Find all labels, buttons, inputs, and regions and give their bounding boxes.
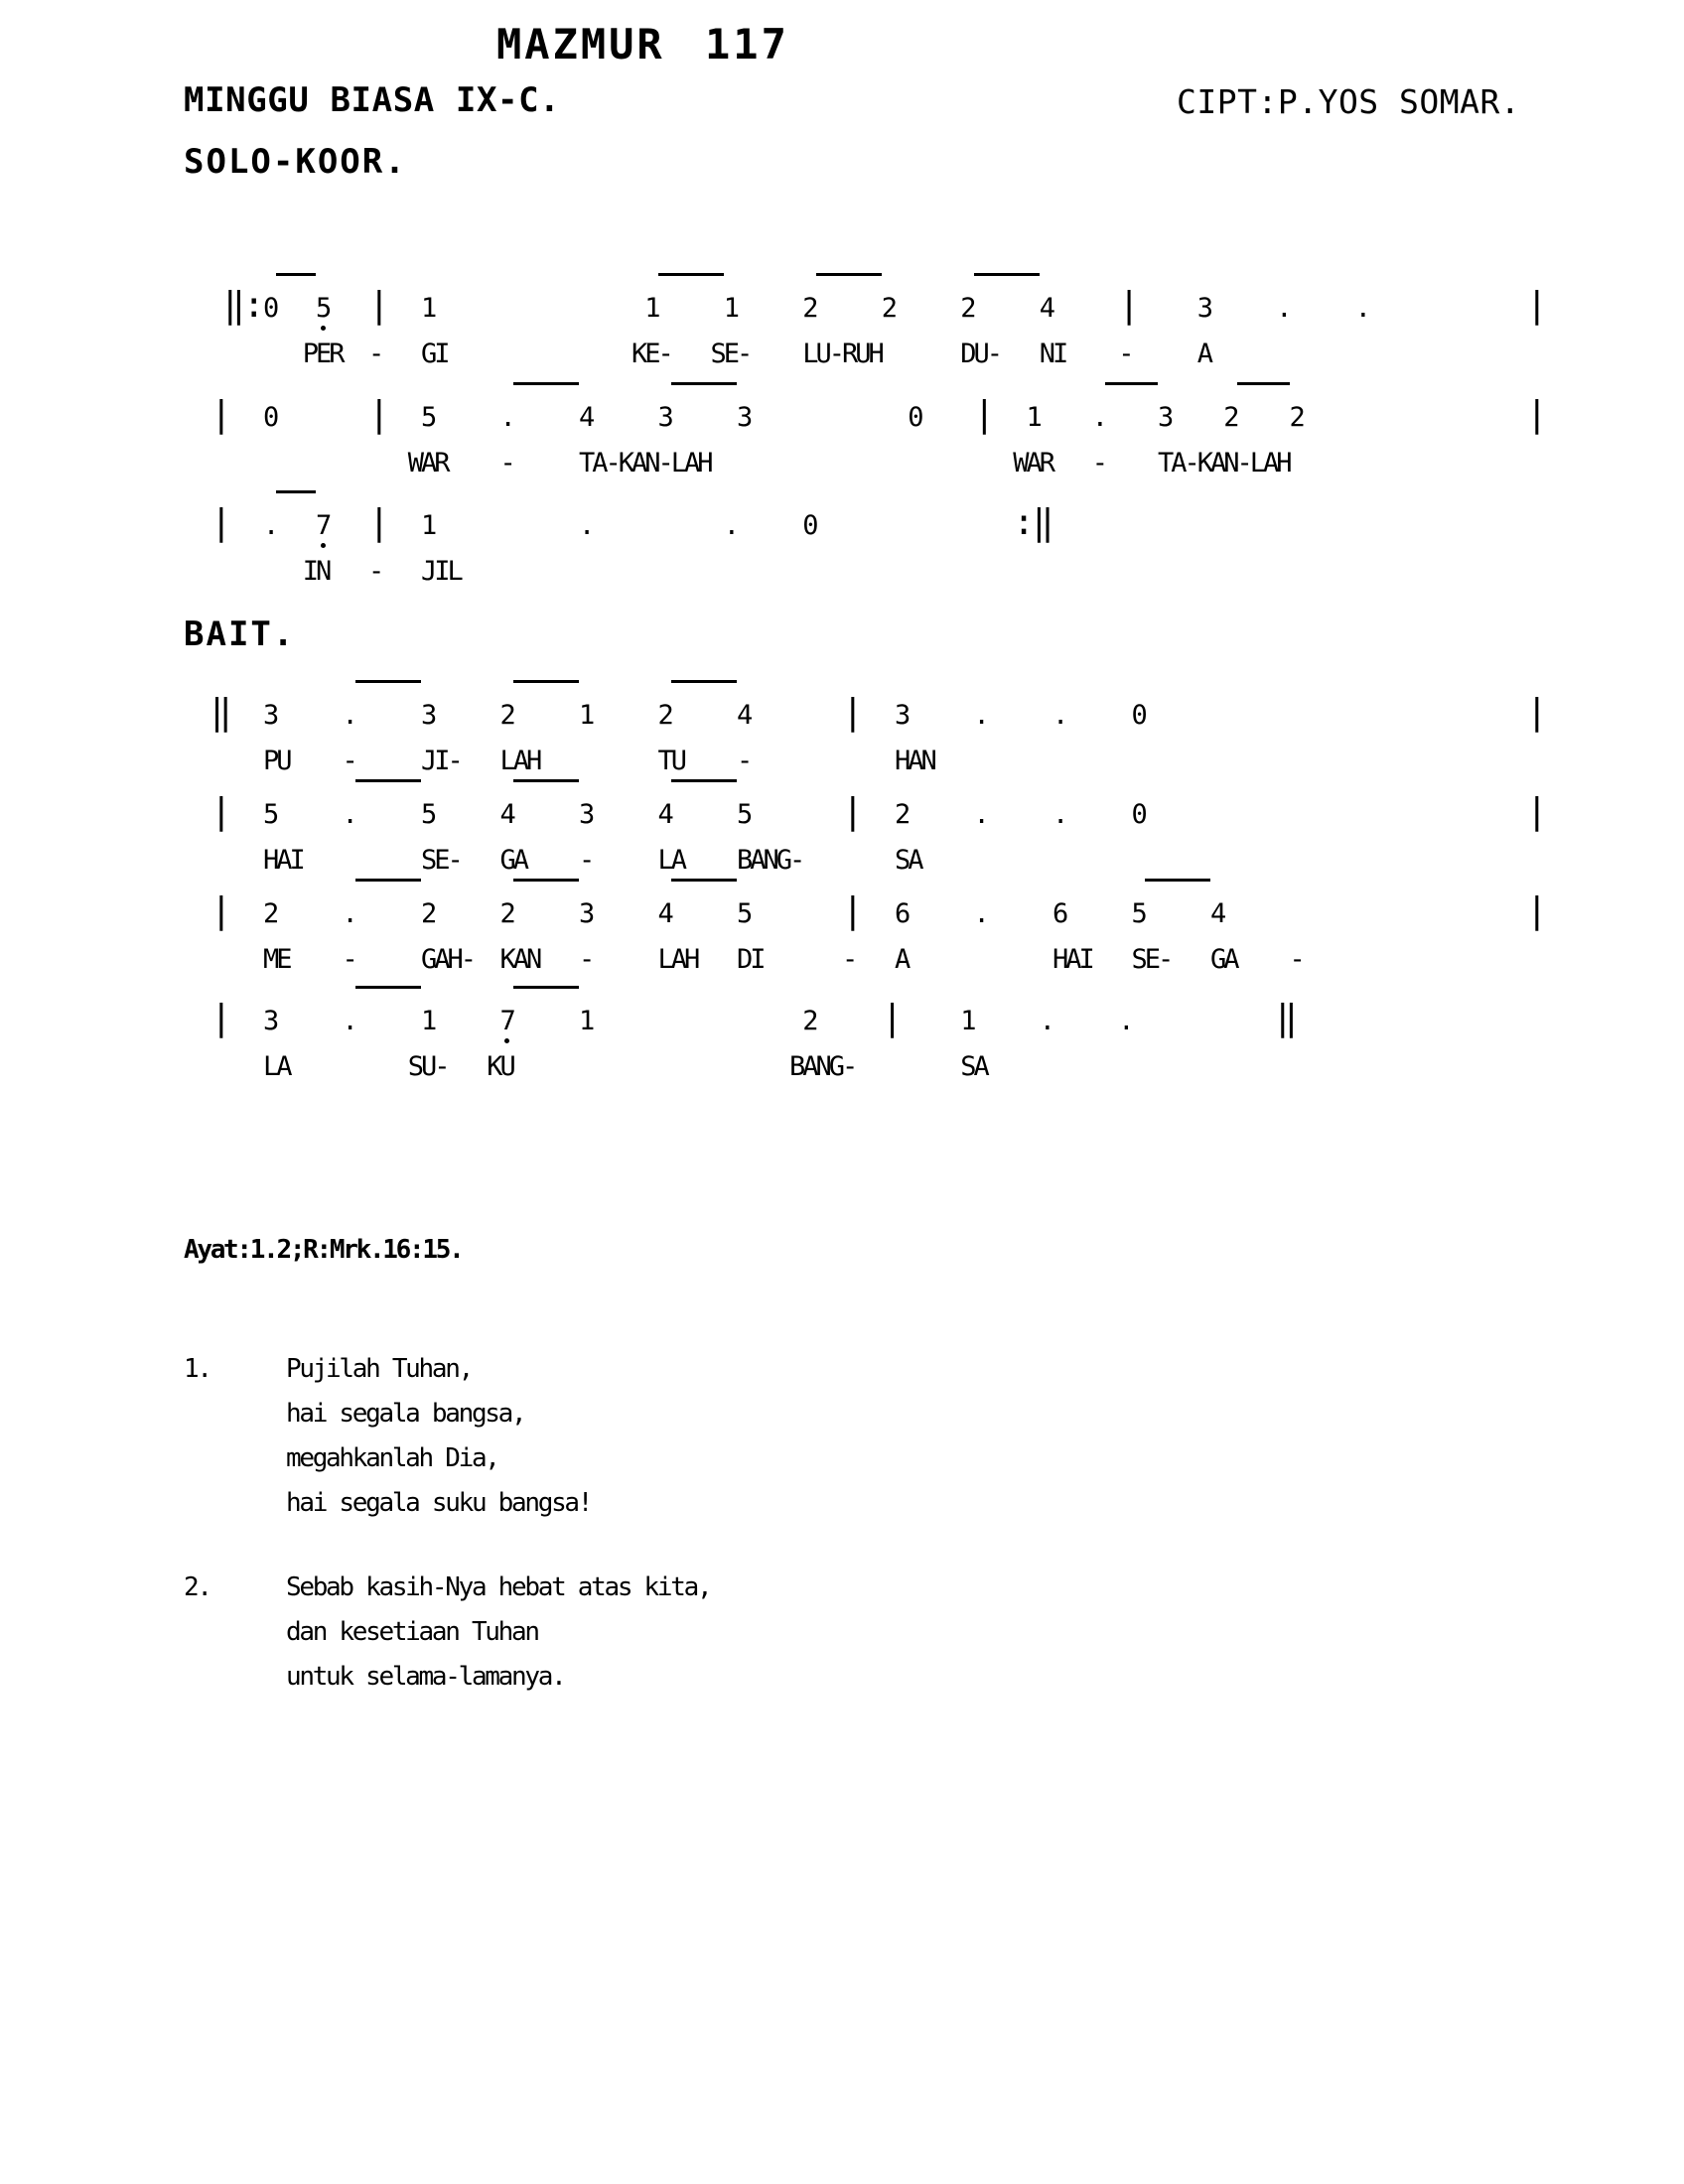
beam-line xyxy=(1237,382,1290,385)
note-digit: . xyxy=(723,510,738,541)
note-digit: . xyxy=(342,1006,355,1036)
barline: | xyxy=(842,890,862,931)
octave-dot xyxy=(321,326,326,331)
barline: | xyxy=(881,998,902,1038)
beam-line xyxy=(513,879,579,882)
note-digit: 1 xyxy=(421,293,435,324)
note-digit: . xyxy=(1118,1006,1132,1036)
barline: | xyxy=(1526,692,1546,733)
beam-line xyxy=(513,986,579,989)
verse-text-line: dan kesetiaan Tuhan xyxy=(286,1617,538,1647)
barline: | xyxy=(842,791,862,832)
barline: | xyxy=(1526,394,1546,435)
beam-line xyxy=(513,382,579,385)
barline: | xyxy=(368,285,388,326)
lyric-syllable: JIL xyxy=(421,556,461,587)
verse-text-line: untuk selama-lamanya. xyxy=(286,1662,565,1692)
beam-line xyxy=(816,273,882,276)
lyric-syllable: - xyxy=(368,556,382,587)
note-digit: 5 xyxy=(1131,898,1145,929)
note-digit: 4 xyxy=(1210,898,1224,929)
note-digit: . xyxy=(342,700,355,731)
note-digit: 6 xyxy=(895,898,909,929)
composer-credit: CIPT:P.YOS SOMAR. xyxy=(1177,82,1521,121)
note-digit: 5 xyxy=(737,898,751,929)
beam-line xyxy=(513,779,579,782)
note-digit: . xyxy=(1276,293,1290,324)
barline: | xyxy=(210,791,230,832)
note-digit: . xyxy=(342,898,355,929)
note-digit: 3 xyxy=(1196,293,1211,324)
note-digit: . xyxy=(973,799,987,830)
note-digit: 2 xyxy=(895,799,909,830)
barline: | xyxy=(210,502,230,543)
note-digit: 3 xyxy=(579,799,593,830)
beam-line xyxy=(513,680,579,683)
barline: | xyxy=(210,890,230,931)
note-digit: 1 xyxy=(723,293,738,324)
lyric-syllable: A xyxy=(1196,339,1211,369)
note-digit: 2 xyxy=(499,898,513,929)
barline: :‖ xyxy=(1013,502,1052,543)
beam-line xyxy=(671,382,737,385)
note-digit: 0 xyxy=(263,402,277,433)
octave-dot xyxy=(504,1038,509,1043)
lyric-syllable: DU- xyxy=(960,339,1001,369)
lyric-syllable: KAN xyxy=(499,944,540,975)
note-digit: 7 xyxy=(499,1006,513,1036)
note-digit: 2 xyxy=(960,293,974,324)
note-digit: 3 xyxy=(263,1006,277,1036)
lyric-syllable: HAI xyxy=(1052,944,1092,975)
lyric-syllable: TU xyxy=(657,746,685,776)
note-digit: 2 xyxy=(1289,402,1303,433)
barline: | xyxy=(368,502,388,543)
lyric-syllable: HAI xyxy=(263,845,303,876)
note-digit: 4 xyxy=(737,700,751,731)
lyric-syllable: WAR xyxy=(1013,448,1053,478)
barline: ‖ xyxy=(210,692,230,733)
note-digit: . xyxy=(263,510,277,541)
note-digit: . xyxy=(1039,1006,1053,1036)
note-digit: 2 xyxy=(657,700,671,731)
beam-line xyxy=(1105,382,1158,385)
note-digit: 7 xyxy=(316,510,330,541)
note-digit: 2 xyxy=(421,898,435,929)
beam-line xyxy=(355,680,421,683)
note-digit: 1 xyxy=(421,1006,435,1036)
lyric-syllable: LAH xyxy=(657,944,698,975)
lyric-syllable: LAH xyxy=(499,746,540,776)
verse-text-line: Sebab kasih-Nya hebat atas kita, xyxy=(286,1572,711,1602)
note-digit: 0 xyxy=(908,402,921,433)
lyric-syllable: - xyxy=(737,746,751,776)
beam-line xyxy=(276,273,316,276)
lyric-syllable: SA xyxy=(895,845,921,876)
beam-line xyxy=(671,680,737,683)
verse-text-line: megahkanlah Dia, xyxy=(286,1443,498,1473)
bait-heading: BAIT. xyxy=(184,614,296,654)
lyric-syllable: GA xyxy=(499,845,527,876)
lyric-syllable: SE- xyxy=(421,845,461,876)
lyric-syllable: JI- xyxy=(421,746,461,776)
lyric-syllable: KU xyxy=(487,1051,513,1082)
octave-dot xyxy=(321,543,326,548)
note-digit: . xyxy=(1354,293,1369,324)
barline: | xyxy=(842,692,862,733)
note-digit: 5 xyxy=(421,799,435,830)
lyric-syllable: - xyxy=(368,339,382,369)
lyric-syllable: - xyxy=(342,944,355,975)
note-digit: 2 xyxy=(1223,402,1237,433)
note-digit: 4 xyxy=(657,799,671,830)
beam-line xyxy=(658,273,724,276)
note-digit: 1 xyxy=(644,293,658,324)
note-digit: 1 xyxy=(579,700,593,731)
beam-line xyxy=(355,986,421,989)
lyric-syllable: SU- xyxy=(407,1051,448,1082)
note-digit: 1 xyxy=(960,1006,974,1036)
note-digit: 4 xyxy=(499,799,513,830)
barline: ‖ xyxy=(1276,998,1296,1038)
barline: | xyxy=(1526,890,1546,931)
lyric-syllable: - xyxy=(1091,448,1106,478)
note-digit: 1 xyxy=(1026,402,1040,433)
note-digit: 6 xyxy=(1052,898,1066,929)
lyric-syllable: TA-KAN-LAH xyxy=(579,448,711,478)
lyric-syllable: PER xyxy=(302,339,343,369)
lyric-syllable: SE- xyxy=(710,339,751,369)
note-digit: 2 xyxy=(802,293,816,324)
note-digit: 0 xyxy=(1131,799,1145,830)
verse-reference-heading: Ayat:1.2;R:Mrk.16:15. xyxy=(184,1235,463,1265)
verse-text-line: hai segala suku bangsa! xyxy=(286,1488,592,1518)
note-digit: 3 xyxy=(421,700,435,731)
lyric-syllable: KE- xyxy=(632,339,671,369)
lyric-syllable: BANG- xyxy=(737,845,803,876)
note-digit: 3 xyxy=(657,402,671,433)
barline: | xyxy=(973,394,994,435)
note-digit: 1 xyxy=(579,1006,593,1036)
note-digit: 5 xyxy=(737,799,751,830)
note-digit: 5 xyxy=(316,293,330,324)
lyric-syllable: - xyxy=(579,944,593,975)
note-digit: 3 xyxy=(895,700,909,731)
lyric-syllable: TA-KAN-LAH xyxy=(1158,448,1290,478)
note-digit: 0 xyxy=(263,293,277,324)
note-digit: 0 xyxy=(802,510,816,541)
beam-line xyxy=(671,879,737,882)
verse-number: 2. xyxy=(184,1572,210,1602)
barline: | xyxy=(210,998,230,1038)
lyric-syllable: SA xyxy=(960,1051,987,1082)
lyric-syllable: - xyxy=(579,845,593,876)
note-digit: 2 xyxy=(881,293,896,324)
solo-koor-heading: SOLO-KOOR. xyxy=(184,142,407,182)
note-digit: . xyxy=(342,799,355,830)
note-digit: . xyxy=(1091,402,1106,433)
note-digit: . xyxy=(499,402,513,433)
lyric-syllable: PU xyxy=(263,746,290,776)
verse-number: 1. xyxy=(184,1354,210,1384)
page-title: MAZMUR 117 xyxy=(496,20,789,68)
note-digit: 2 xyxy=(263,898,277,929)
note-digit: 4 xyxy=(657,898,671,929)
lyric-syllable: - xyxy=(842,944,856,975)
lyric-syllable: - xyxy=(342,746,355,776)
lyric-syllable: - xyxy=(1289,944,1303,975)
barline: | xyxy=(1526,791,1546,832)
beam-line xyxy=(276,490,316,493)
note-digit: 2 xyxy=(802,1006,816,1036)
lyric-syllable: LA xyxy=(657,845,685,876)
note-digit: 5 xyxy=(421,402,435,433)
note-digit: 3 xyxy=(263,700,277,731)
note-digit: 5 xyxy=(263,799,277,830)
note-digit: 0 xyxy=(1131,700,1145,731)
lyric-syllable: GA xyxy=(1210,944,1237,975)
beam-line xyxy=(1145,879,1210,882)
lyric-syllable: LU-RUH xyxy=(802,339,882,369)
beam-line xyxy=(355,779,421,782)
lyric-syllable: WAR xyxy=(407,448,448,478)
note-digit: 2 xyxy=(499,700,513,731)
liturgical-week-label: MINGGU BIASA IX-C. xyxy=(184,80,561,120)
lyric-syllable: A xyxy=(895,944,909,975)
lyric-syllable: GAH- xyxy=(421,944,475,975)
barline: ‖: xyxy=(223,285,263,326)
verse-text-line: hai segala bangsa, xyxy=(286,1399,525,1429)
lyric-syllable: DI xyxy=(737,944,764,975)
verse-text-line: Pujilah Tuhan, xyxy=(286,1354,472,1384)
barline: | xyxy=(1526,285,1546,326)
note-digit: . xyxy=(1052,700,1066,731)
note-digit: 3 xyxy=(1158,402,1172,433)
note-digit: . xyxy=(1052,799,1066,830)
note-digit: 4 xyxy=(1039,293,1053,324)
lyric-syllable: GI xyxy=(421,339,448,369)
note-digit: . xyxy=(973,898,987,929)
note-digit: . xyxy=(973,700,987,731)
lyric-syllable: - xyxy=(1118,339,1132,369)
note-digit: 4 xyxy=(579,402,593,433)
note-digit: 3 xyxy=(737,402,751,433)
lyric-syllable: BANG- xyxy=(789,1051,856,1082)
beam-line xyxy=(671,779,737,782)
beam-line xyxy=(355,879,421,882)
beam-line xyxy=(974,273,1040,276)
barline: | xyxy=(368,394,388,435)
lyric-syllable: HAN xyxy=(895,746,934,776)
lyric-syllable: LA xyxy=(263,1051,290,1082)
barline: | xyxy=(210,394,230,435)
lyric-syllable: IN xyxy=(302,556,330,587)
lyric-syllable: ME xyxy=(263,944,290,975)
note-digit: . xyxy=(579,510,593,541)
lyric-syllable: - xyxy=(499,448,513,478)
note-digit: 1 xyxy=(421,510,435,541)
lyric-syllable: SE- xyxy=(1131,944,1172,975)
lyric-syllable: NI xyxy=(1039,339,1066,369)
note-digit: 3 xyxy=(579,898,593,929)
barline: | xyxy=(1118,285,1138,326)
